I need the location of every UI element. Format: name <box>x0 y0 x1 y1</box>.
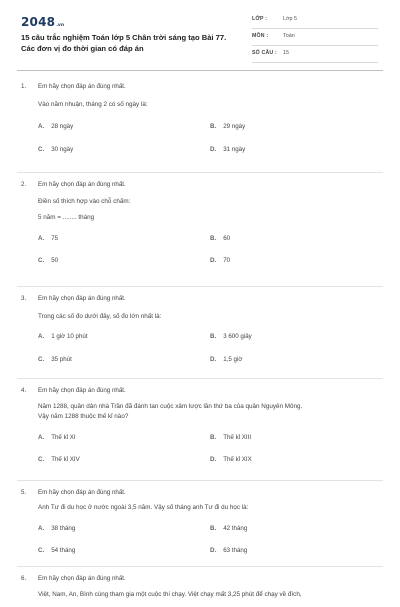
logo-domain: .vn <box>56 23 65 28</box>
question-text: Vậy năm 1288 thuộc thế kỉ nào? <box>38 413 129 420</box>
option-text: 29 ngày <box>223 123 246 130</box>
answer-option-a[interactable] <box>38 123 73 130</box>
option-text: 70 <box>223 257 231 264</box>
option-letter: D. <box>210 356 217 363</box>
question-prompt: Em hãy chọn đáp án đúng nhất. <box>38 575 126 582</box>
answer-option-d[interactable] <box>210 456 252 463</box>
option-letter: C. <box>38 356 45 363</box>
option-letter: D. <box>210 547 217 554</box>
answer-option-a[interactable] <box>38 525 75 532</box>
question-item <box>17 567 383 607</box>
question-list <box>0 75 400 607</box>
document-header <box>0 0 400 72</box>
question-item <box>17 481 383 567</box>
answer-option-c[interactable] <box>38 356 72 363</box>
question-text: Anh Tư đi du học ở nước ngoài 3,5 năm. Vậy số tháng anh Tư đi du học là: <box>38 504 249 511</box>
answer-option-b[interactable] <box>210 123 245 130</box>
meta-row-class <box>252 14 378 29</box>
question-text: Việt, Nam, An, Bình cùng tham gia một cuộc thi chạy. Việt chạy mất 3,25 phút để chạy về đích, <box>38 591 302 598</box>
option-letter: B. <box>210 333 217 340</box>
question-item <box>17 75 383 173</box>
option-text: 63 tháng <box>223 547 248 554</box>
meta-row-subject <box>252 31 378 46</box>
option-letter: B. <box>210 123 217 130</box>
answer-option-b[interactable] <box>210 525 247 532</box>
answer-option-b[interactable] <box>210 434 251 441</box>
option-letter: A. <box>38 525 45 532</box>
answer-option-c[interactable] <box>38 456 80 463</box>
meta-row-count <box>252 48 378 63</box>
site-logo[interactable] <box>21 15 64 29</box>
answer-option-d[interactable] <box>210 356 242 363</box>
question-number: 1. <box>21 83 27 90</box>
question-number: 6. <box>21 575 27 582</box>
option-letter: A. <box>38 434 45 441</box>
question-text: 5 năm = ........ tháng <box>38 214 95 221</box>
option-text: 38 tháng <box>51 525 76 532</box>
meta-value: Lớp 5 <box>283 16 298 22</box>
question-prompt: Em hãy chọn đáp án đúng nhất. <box>38 295 126 302</box>
option-text: 35 phút <box>51 356 72 363</box>
option-text: Thế kỉ XIV <box>51 456 80 463</box>
answer-option-c[interactable] <box>38 547 75 554</box>
question-item <box>17 173 383 287</box>
option-letter: B. <box>210 434 217 441</box>
option-letter: B. <box>210 525 217 532</box>
option-text: Thế kỉ XIX <box>223 456 252 463</box>
document-title: 15 câu trắc nghiệm Toán lớp 5 Chân trời sáng tạo Bài 77. Các đơn vị đo thời gian có đáp án <box>21 33 227 53</box>
option-letter: C. <box>38 146 45 153</box>
answer-option-d[interactable] <box>210 257 230 264</box>
option-text: Thế kỉ XIII <box>223 434 252 441</box>
option-letter: B. <box>210 235 217 242</box>
meta-label: SỐ CÂU : <box>252 50 277 56</box>
option-letter: C. <box>38 547 45 554</box>
option-text: 75 <box>51 235 59 242</box>
answer-option-b[interactable] <box>210 235 230 242</box>
option-text: 60 <box>223 235 231 242</box>
question-text: Năm 1288, quân dân nhà Trần đã đánh tan cuộc xâm lược lần thứ ba của quân Nguyên Mông. <box>38 403 303 410</box>
question-text: Điền số thích hợp vào chỗ chấm: <box>38 198 131 205</box>
answer-option-c[interactable] <box>38 257 58 264</box>
question-prompt: Em hãy chọn đáp án đúng nhất. <box>38 489 126 496</box>
option-letter: D. <box>210 456 217 463</box>
option-letter: C. <box>38 257 45 264</box>
option-letter: A. <box>38 123 45 130</box>
question-prompt: Em hãy chọn đáp án đúng nhất. <box>38 181 126 188</box>
option-text: 3 600 giây <box>223 333 252 340</box>
question-text: Trong các số đo dưới đây, số đo lớn nhất là: <box>38 313 162 320</box>
option-letter: A. <box>38 333 45 340</box>
meta-label: LỚP : <box>252 16 268 22</box>
option-letter: D. <box>210 257 217 264</box>
question-number: 5. <box>21 489 27 496</box>
option-text: 54 tháng <box>51 547 76 554</box>
meta-value: Toán <box>283 33 295 39</box>
answer-option-a[interactable] <box>38 434 76 441</box>
option-letter: A. <box>38 235 45 242</box>
option-letter: D. <box>210 146 217 153</box>
option-letter: C. <box>38 456 45 463</box>
question-number: 4. <box>21 387 27 394</box>
question-item <box>17 379 383 481</box>
option-text: 1 giờ 10 phút <box>51 333 88 340</box>
answer-option-d[interactable] <box>210 547 247 554</box>
answer-option-c[interactable] <box>38 146 73 153</box>
option-text: 30 ngày <box>51 146 74 153</box>
meta-info <box>252 14 378 65</box>
question-prompt: Em hãy chọn đáp án đúng nhất. <box>38 83 126 90</box>
meta-label: MÔN : <box>252 33 269 39</box>
question-number: 2. <box>21 181 27 188</box>
meta-value: 15 <box>283 50 289 56</box>
answer-option-a[interactable] <box>38 235 58 242</box>
question-text: Vào năm nhuận, tháng 2 có số ngày là: <box>38 101 148 108</box>
option-text: 42 tháng <box>223 525 248 532</box>
option-text: 31 ngày <box>223 146 246 153</box>
option-text: 1,5 giờ <box>223 356 243 363</box>
question-number: 3. <box>21 295 27 302</box>
answer-option-d[interactable] <box>210 146 245 153</box>
header-divider <box>17 70 383 71</box>
question-item <box>17 287 383 379</box>
option-text: 50 <box>51 257 59 264</box>
question-prompt: Em hãy chọn đáp án đúng nhất. <box>38 387 126 394</box>
option-text: 28 ngày <box>51 123 74 130</box>
option-text: Thế kỉ XI <box>51 434 76 441</box>
answer-option-b[interactable] <box>210 333 252 340</box>
logo-text: 2048 <box>21 15 56 29</box>
answer-option-a[interactable] <box>38 333 88 340</box>
